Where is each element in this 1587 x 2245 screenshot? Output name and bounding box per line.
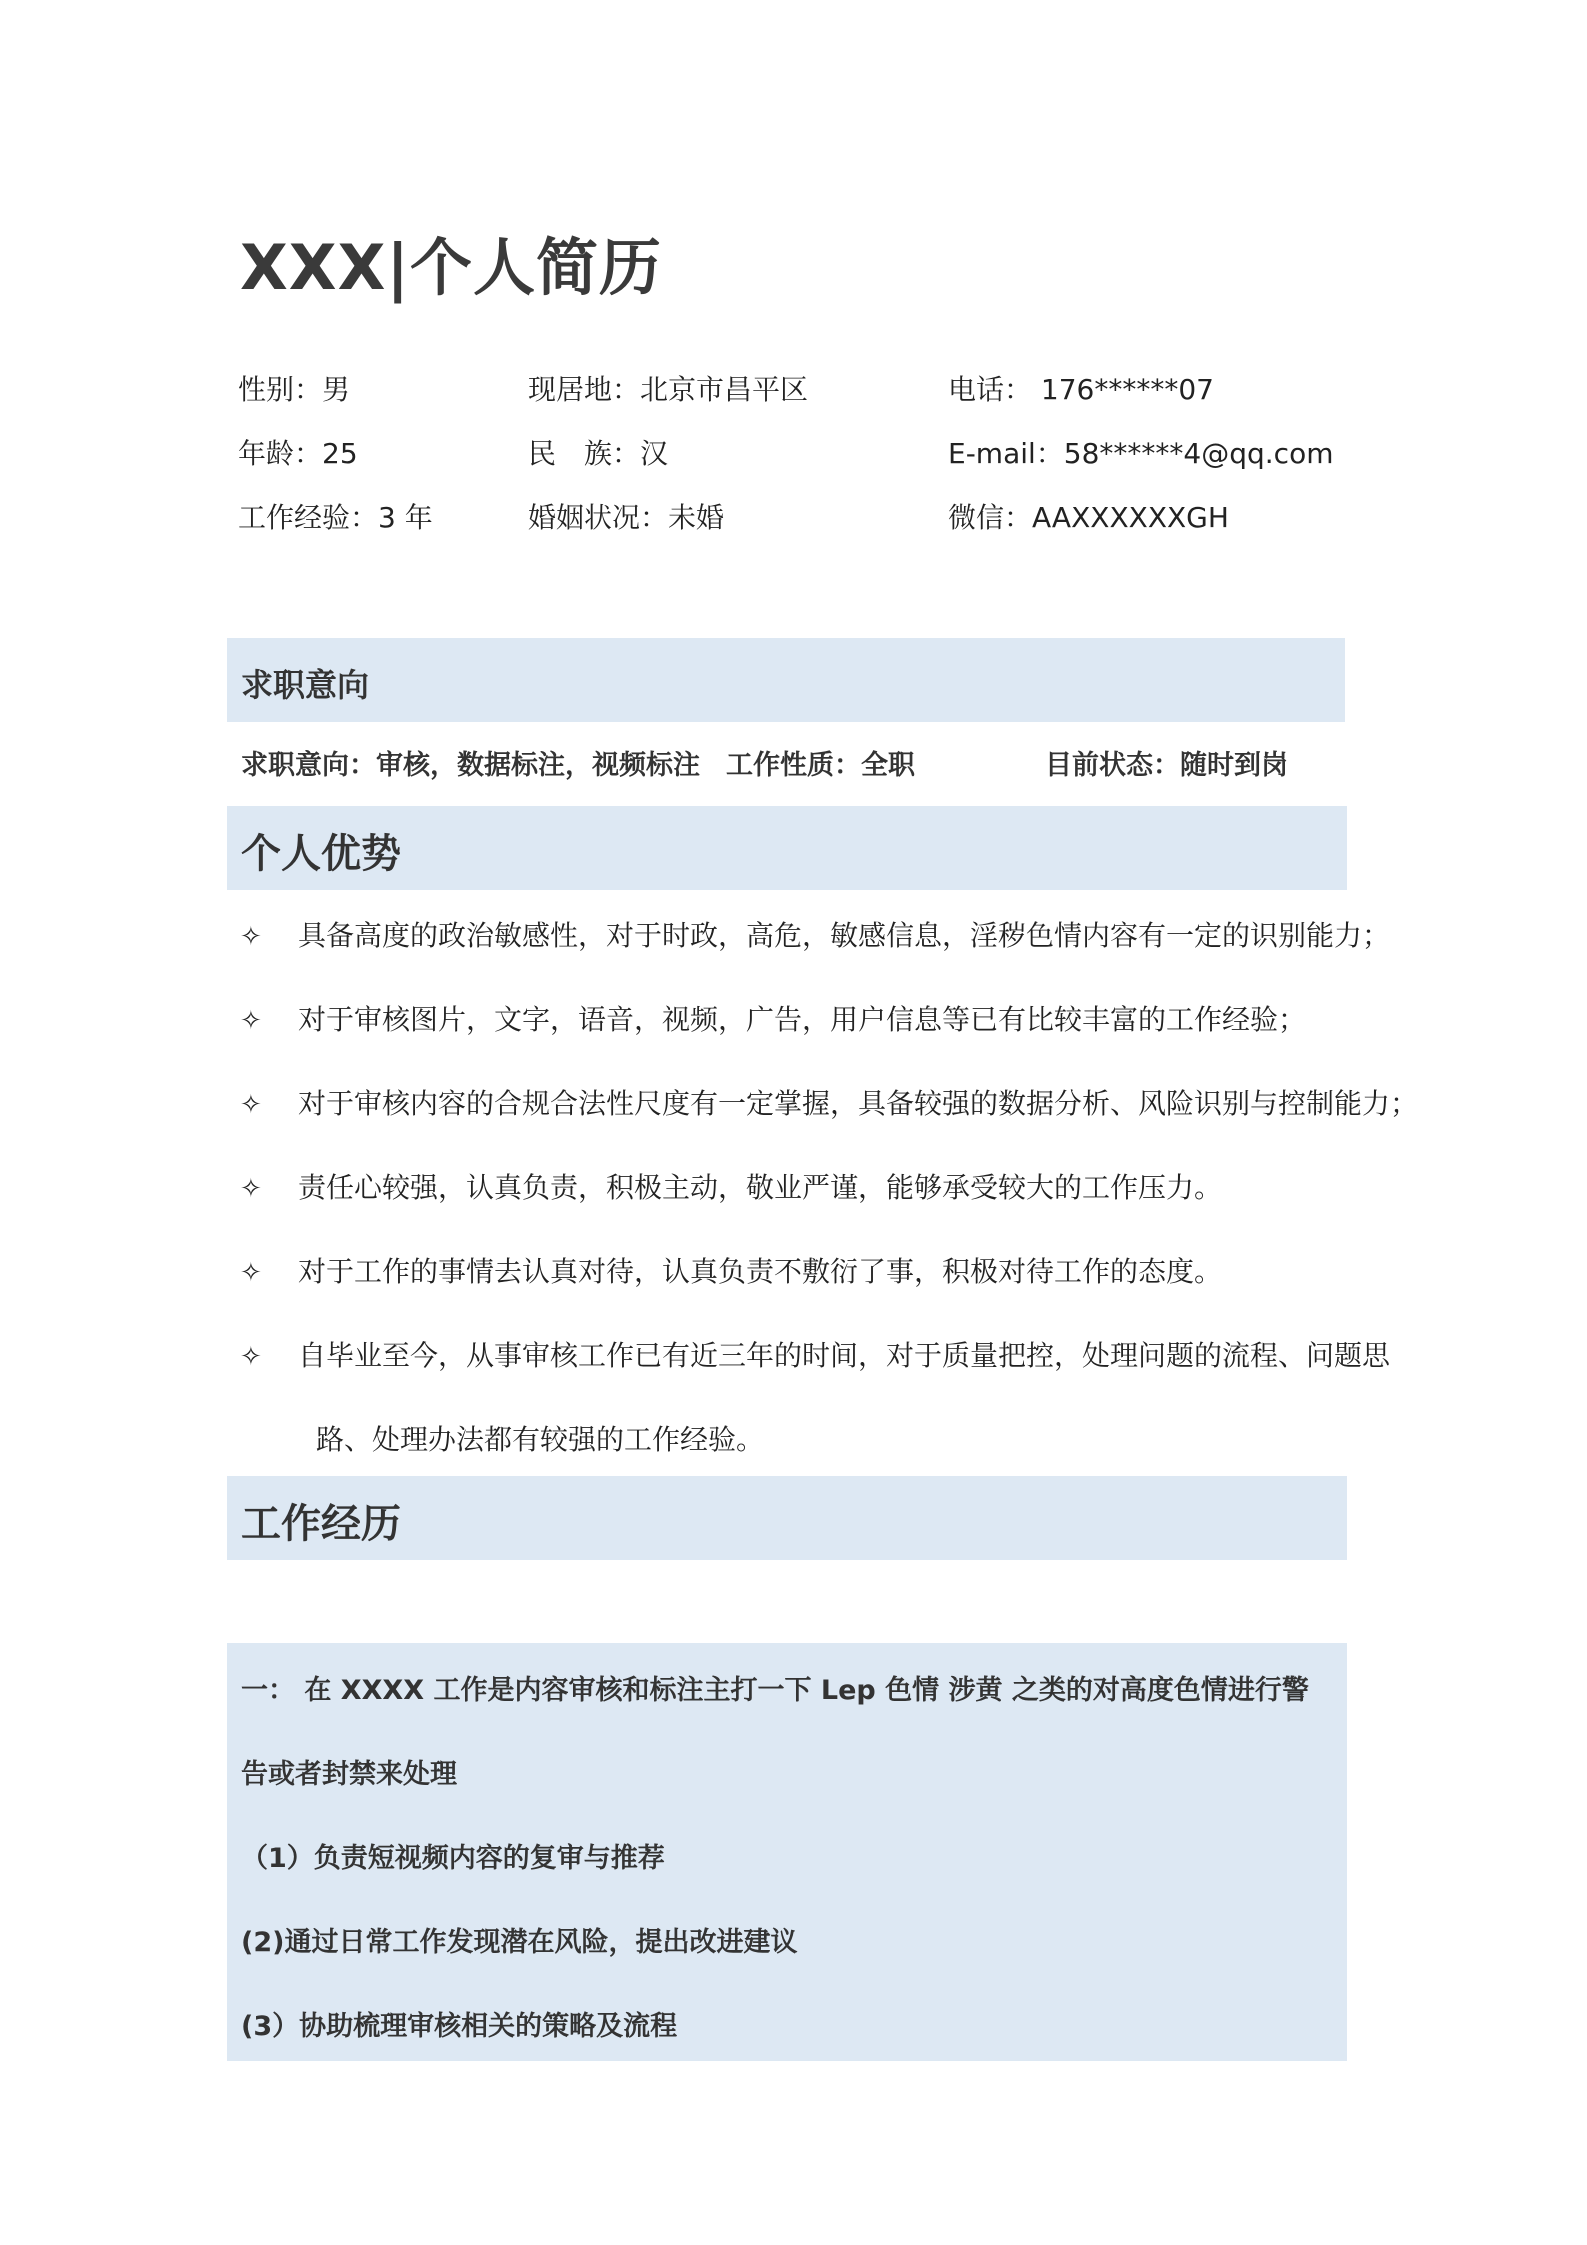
advantage-item-continuation: 路、处理办法都有较强的工作经验。 [316,1423,765,1456]
info-age: 年龄：25 [238,437,358,470]
info-phone: 电话： 176******07 [948,373,1214,406]
job-intent-heading: 求职意向 [241,666,370,704]
info-gender: 性别：男 [238,373,351,406]
info-wechat: 微信：AAXXXXXXGH [948,501,1229,534]
advantage-item: ✧ 对于工作的事情去认真对待，认真负责不敷衍了事，积极对待工作的态度。 [240,1255,1223,1288]
advantage-item: ✧ 对于审核内容的合规合法性尺度有一定掌握，具备较强的数据分析、风险识别与控制能力； [240,1087,1419,1120]
info-residence: 现居地：北京市昌平区 [528,373,809,406]
info-ethnicity: 民 族：汉 [528,437,669,470]
work-duty-item: （1）负责短视频内容的复审与推荐 [241,1843,665,1874]
work-summary-line: 一： 在 XXXX 工作是内容审核和标注主打一下 Lep 色情 涉黄 之类的对高度色情进行警 [241,1675,1309,1706]
info-email: E-mail：58******4@qq.com [948,437,1334,470]
job-intent-header [227,638,1345,722]
advantage-item: ✧ 对于审核图片，文字，语音，视频，广告，用户信息等已有比较丰富的工作经验； [240,1003,1307,1036]
advantages-heading: 个人优势 [241,831,401,877]
work-duty-item: (3）协助梳理审核相关的策略及流程 [241,2011,678,2042]
sparkle-icon: ✧ [240,1174,262,1204]
job-intent-status: 目前状态：随时到岗 [1045,750,1288,781]
work-duty-item: (2)通过日常工作发现潜在风险，提出改进建议 [241,1927,798,1958]
work-summary-line: 告或者封禁来处理 [241,1759,457,1790]
advantage-item: ✧ 具备高度的政治敏感性，对于时政，高危，敏感信息，淫秽色情内容有一定的识别能力； [240,919,1391,952]
sparkle-icon: ✧ [240,1006,262,1036]
sparkle-icon: ✧ [240,1342,262,1372]
job-intent-positions: 求职意向：审核，数据标注，视频标注 [241,750,700,781]
work-heading: 工作经历 [241,1501,401,1547]
sparkle-icon: ✧ [240,922,262,952]
info-experience: 工作经验：3 年 [238,501,433,534]
advantage-item: ✧ 自毕业至今，从事审核工作已有近三年的时间，对于质量把控，处理问题的流程、问题思 [240,1339,1391,1372]
sparkle-icon: ✧ [240,1090,262,1120]
info-marital-status: 婚姻状况：未婚 [528,501,725,534]
sparkle-icon: ✧ [240,1258,262,1288]
resume-title: XXX|个人简历 [240,231,663,304]
job-intent-nature: 工作性质：全职 [726,750,915,781]
advantage-item: ✧ 责任心较强，认真负责，积极主动，敬业严谨，能够承受较大的工作压力。 [240,1171,1223,1204]
